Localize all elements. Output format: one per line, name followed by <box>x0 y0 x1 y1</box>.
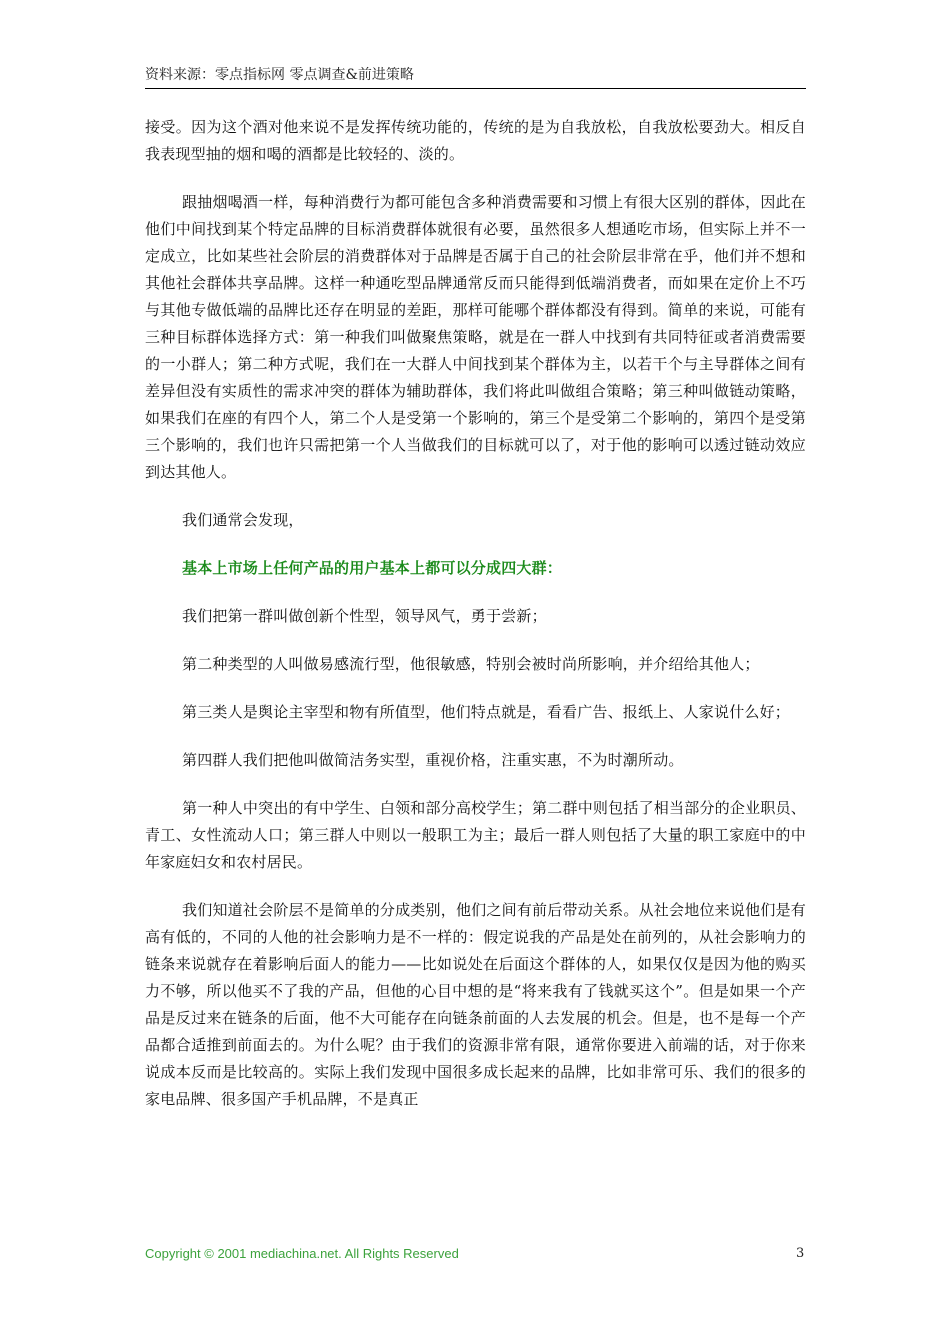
header-source-text: 资料来源：零点指标网 零点调查&前进策略 <box>145 67 414 83</box>
paragraph-group-4: 第四群人我们把他叫做简洁务实型，重视价格，注重实惠，不为时潮所动。 <box>182 751 684 769</box>
paragraph-intro: 我们通常会发现， <box>182 511 304 529</box>
page-header <box>145 66 806 89</box>
highlighted-heading: 基本上市场上任何产品的用户基本上都可以分成四大群： <box>182 559 563 577</box>
paragraph-group-members: 第一种人中突出的有中学生、白领和部分高校学生；第二群中则包括了相当部分的企业职员、青工、女性流动人口；第三群人中则以一般职工为主；最后一群人则包括了大量的职工家庭中的中年家庭妇女和农村居民。 <box>145 799 806 871</box>
paragraph-group-3: 第三类人是舆论主宰型和物有所值型，他们特点就是，看看广告、报纸上、人家说什么好； <box>182 703 791 721</box>
document-body <box>145 114 806 1134</box>
paragraph-group-1: 我们把第一群叫做创新个性型，领导风气，勇于尝新； <box>182 607 547 625</box>
paragraph-continuation: 接受。因为这个酒对他来说不是发挥传统功能的，传统的是为自我放松，自我放松要劲大。相反自我表现型抽的烟和喝的酒都是比较轻的、淡的。 <box>145 118 806 163</box>
page-number: 3 <box>796 1246 805 1261</box>
footer-copyright: Copyright © 2001 mediachina.net. All Rights Reserved <box>145 1246 459 1261</box>
paragraph-target-groups: 跟抽烟喝酒一样，每种消费行为都可能包含多种消费需要和习惯上有很大区别的群体，因此在他们中间找到某个特定品牌的目标消费群体就很有必要，虽然很多人想通吃市场，但实际上并不一定成立，比如某些社会阶层的消费群体对于品牌是否属于自己的社会阶层非常在乎，他们并不想和其他社会群体共享品牌。这样一种通吃型品牌通常反而只能得到低端消费者，而如果在定价上不巧与其他专做低端的品牌比还存在明显的差距，那样可能哪个群体都没有得到。简单的来说，可能有三种目标群体选择方式：第一种我们叫做聚焦策略，就是在一群人中找到有共同特征或者消费需要的一小群人；第二种方式呢，我们在一大群人中间找到某个群体为主，以若干个与主导群体之间有差异但没有实质性的需求冲突的群体为辅助群体，我们将此叫做组合策略；第三种叫做链动策略，如果我们在座的有四个人，第二个人是受第一个影响的，第三个是受第二个影响的，第四个是受第三个影响的，我们也许只需把第一个人当做我们的目标就可以了，对于他的影响可以透过链动效应到达其他人。 <box>145 193 806 481</box>
paragraph-group-2: 第二种类型的人叫做易感流行型，他很敏感，特别会被时尚所影响，并介绍给其他人； <box>182 655 760 673</box>
paragraph-social-class: 我们知道社会阶层不是简单的分成类别，他们之间有前后带动关系。从社会地位来说他们是有高有低的，不同的人他的社会影响力是不一样的：假定说我的产品是处在前列的，从社会影响力的链条来说就存在着影响后面人的能力——比如说处在后面这个群体的人，如果仅仅是因为他的购买力不够，所以他买不了我的产品，但他的心目中想的是“将来我有了钱就买这个”。但是如果一个产品是反过来在链条的后面，他不大可能存在向链条前面的人去发展的机会。但是，也不是每一个产品都合适推到前面去的。为什么呢？由于我们的资源非常有限，通常你要进入前端的话，对于你来说成本反而是比较高的。实际上我们发现中国很多成长起来的品牌，比如非常可乐、我们的很多的家电品牌、很多国产手机品牌，不是真正 <box>145 901 806 1108</box>
